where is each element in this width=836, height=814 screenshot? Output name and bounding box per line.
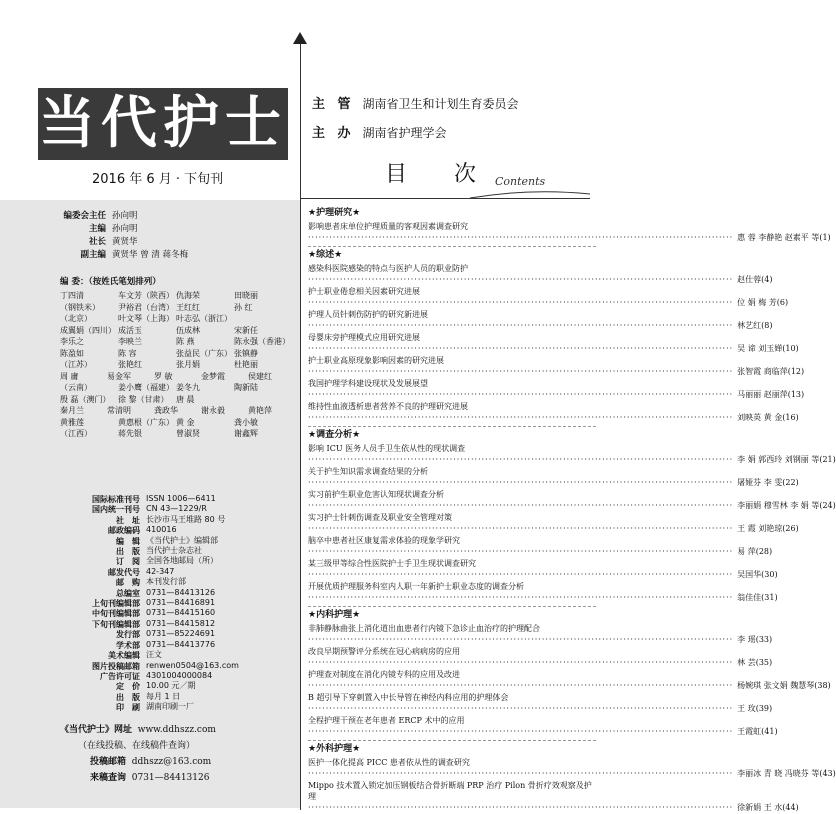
toc-item-authors: 林艺红(8) <box>737 321 773 330</box>
board-member: 丁四清 <box>60 291 84 300</box>
pubinfo-value: 10.00 元／期 <box>146 681 196 691</box>
pubinfo-row <box>60 671 295 681</box>
contents-script: Contents <box>495 175 546 188</box>
pubinfo-row <box>60 536 295 546</box>
pubinfo-row <box>60 504 295 514</box>
pubinfo-row <box>60 546 295 556</box>
pubinfo-value: 0731—84415160 <box>146 608 216 618</box>
board-member: 蒋先银 <box>118 429 142 438</box>
editors-block <box>20 210 290 262</box>
board-member: 陈 容 <box>118 348 137 358</box>
toc-item[interactable] <box>308 355 805 377</box>
site-url[interactable]: www.ddhszz.com <box>137 725 216 735</box>
dot-leader: ························································································································ <box>308 635 734 644</box>
dot-leader: ························································································································ <box>308 367 734 376</box>
pubinfo-label: 上旬刊编辑部 <box>92 598 140 609</box>
pubinfo-value: 0731—85224691 <box>146 629 216 639</box>
board-row <box>60 382 295 394</box>
section-separator <box>308 246 596 247</box>
pubinfo-value: 0731—84416891 <box>146 598 216 608</box>
toc-item-title: 实习前护生职业危害认知现状调查分析 <box>308 490 444 499</box>
toc-item[interactable] <box>308 443 836 465</box>
board-member: 殷 磊（澳门） <box>60 394 111 404</box>
pubinfo-row <box>60 650 295 660</box>
toc-item[interactable] <box>308 512 799 534</box>
sponsor-name: 湖南省护理学会 <box>362 126 447 140</box>
dot-leader: ························································································································ <box>308 455 734 464</box>
board-member: 仇海荣 <box>176 291 200 300</box>
toc-item[interactable] <box>308 378 805 400</box>
toc-title: 目 次 <box>385 162 496 187</box>
toc-item-authors: 赵仕蓉(4) <box>737 275 773 284</box>
dot-leader: ························································································································ <box>308 390 734 399</box>
board-member: 周 庸 <box>60 371 79 381</box>
pubinfo-row <box>60 515 295 525</box>
dot-leader: ························································································································ <box>308 727 734 736</box>
board-member: 曾淑贤 <box>176 429 200 438</box>
pubinfo-label: 总编室 <box>116 587 140 598</box>
pubinfo-row <box>60 494 295 504</box>
board-member: 陶新陆 <box>234 383 258 392</box>
toc-item-title: 实习护士针刺伤调查及职业安全管理对策 <box>308 513 452 522</box>
board-member: 伍成林 <box>176 325 200 335</box>
board-row <box>60 417 295 429</box>
section-separator <box>308 606 596 607</box>
board-row <box>60 290 295 302</box>
toc-item-authors: 李 瑶(33) <box>737 635 773 644</box>
toc-item-title: 母婴床旁护理模式应用研究进展 <box>308 333 420 342</box>
pubinfo-label: 定 价 <box>116 681 140 692</box>
board-member: 田晓丽 <box>234 291 258 300</box>
toc-item-title: 影响 ICU 医务人员手卫生依从性的现状调查 <box>308 444 466 453</box>
toc-item-authors: 吴国华(30) <box>737 570 778 579</box>
toc-item[interactable] <box>308 581 778 603</box>
board-member: 王红红 <box>176 302 200 312</box>
toc-item-title: 我国护理学科建设现状及发展展望 <box>308 379 428 388</box>
pubinfo-label: 出 版 <box>116 691 140 702</box>
pubinfo-row <box>60 567 295 577</box>
pubinfo-row <box>60 619 295 629</box>
pubinfo-row <box>60 525 295 535</box>
board-member: 尹裕君（台湾） <box>118 302 174 312</box>
toc-section-heading: ★护理研究★ <box>308 208 361 218</box>
editorial-board <box>60 290 295 440</box>
board-member: 张镇静 <box>234 348 258 358</box>
pubinfo-value: 当代护士杂志社 <box>146 546 202 556</box>
board-member: 秦月兰 <box>60 406 84 415</box>
dot-leader: ························································································································ <box>308 658 734 667</box>
dot-leader: ························································································································ <box>308 524 734 533</box>
toc-item-title: 非肺静脉曲张上消化道出血患者行内镜下急诊止血治疗的护理配合 <box>308 624 540 633</box>
phone-label: 来稿查询 <box>90 773 127 783</box>
toc-item-authors: 吴 谛 刘玉婵(10) <box>737 344 799 353</box>
board-member: （北京） <box>60 314 92 323</box>
board-member: 龚小敏 <box>234 417 258 427</box>
toc-item-authors: 屠娅芬 李 雯(22) <box>737 478 799 487</box>
board-member: 陈 燕 <box>176 337 195 346</box>
arrow-up-icon <box>293 32 307 44</box>
pubinfo-value: 42-347 <box>146 566 175 576</box>
editor-row: 社长 黄贤华 <box>88 237 138 247</box>
pubinfo-label: 订 阅 <box>116 556 140 567</box>
dot-leader: ························································································································ <box>308 570 734 579</box>
toc-item[interactable] <box>308 332 799 354</box>
toc-item[interactable] <box>308 715 778 737</box>
toc-item-authors: 惠 蓉 李静艳 赵素平 等(1) <box>737 233 831 242</box>
board-row <box>60 348 295 360</box>
sponsor-row <box>312 93 519 112</box>
pubinfo-row <box>60 608 295 618</box>
toc-item-title: 影响患者床单位护理质量的客观因素调查研究 <box>308 222 468 231</box>
pubinfo-row <box>60 577 295 587</box>
pubinfo-row <box>60 640 295 650</box>
dot-leader: ························································································································ <box>308 298 734 307</box>
toc-item-title: 护士职业倦怠相关因素研究进展 <box>308 287 420 296</box>
dot-leader: ························································································································ <box>308 547 734 556</box>
board-member: 谢永毅 <box>201 406 225 415</box>
pubinfo-label: 下旬刊编辑部 <box>92 618 140 629</box>
board-member: 徐 黎（甘肃） <box>118 394 169 404</box>
board-member: 叶志弘（浙江） <box>176 314 232 323</box>
toc-item-authors: 李丽冰 青 晓 冯晓芬 等(43) <box>737 769 836 778</box>
board-member: （云南） <box>60 383 92 392</box>
pubinfo-value: ISSN 1006—6411 <box>146 494 216 503</box>
toc-item[interactable] <box>308 309 773 331</box>
toc-item[interactable] <box>308 489 836 511</box>
toc-item-authors: 易 萍(28) <box>737 547 773 556</box>
pubinfo-row <box>60 588 295 598</box>
board-member: 陈盈如 <box>60 348 84 358</box>
board-member: 常清明 <box>107 406 131 415</box>
board-member: 成翼娟（四川） <box>60 325 116 335</box>
board-member: （钢铁米） <box>60 302 100 312</box>
issue-date: 2016 年 6 月 · 下旬刊 <box>92 172 224 187</box>
toc-item-title: 某三级甲等综合性医院护士手卫生现状调查研究 <box>308 559 476 568</box>
pubinfo-row <box>60 681 295 691</box>
toc-item-authors: 位 娟 梅 芳(6) <box>737 298 789 307</box>
toc-item[interactable] <box>308 401 799 423</box>
pubinfo-value: 410016 <box>146 525 177 535</box>
pubinfo-row <box>60 692 295 702</box>
board-member: 叶文琴（上海） <box>118 314 174 323</box>
pubinfo-row <box>60 598 295 608</box>
board-member: 张益民（广东） <box>176 348 232 358</box>
site-label: 《当代护士》网址 <box>60 725 133 735</box>
dot-leader: ························································································································ <box>308 681 734 690</box>
board-row <box>60 325 295 337</box>
pubinfo-value: 湖南印刷一厂 <box>146 702 194 712</box>
pubinfo-label: 印 刷 <box>116 702 140 713</box>
publication-info <box>60 494 295 713</box>
pubinfo-value: 《当代护士》编辑部 <box>146 535 218 545</box>
board-row <box>60 428 295 440</box>
toc-item-title: 感染科医院感染的特点与医护人员的职业防护 <box>308 264 468 273</box>
pubinfo-label: 邮发代号 <box>108 566 140 577</box>
board-member: 姜小鹰（福建） <box>118 383 174 392</box>
board-member: 李映兰 <box>118 337 142 346</box>
board-member: （江西） <box>60 429 92 438</box>
dot-leader: ························································································································ <box>308 275 734 284</box>
board-member: 张月娟 <box>176 360 200 369</box>
board-row <box>60 359 295 371</box>
dot-leader: ························································································································ <box>308 321 734 330</box>
table-of-contents <box>308 205 836 814</box>
vertical-divider <box>300 40 301 810</box>
board-member: 侯建红 <box>248 371 272 381</box>
pubinfo-row <box>60 661 295 671</box>
pubinfo-label: 美术编辑 <box>108 650 140 661</box>
dot-leader: ························································································································ <box>308 233 734 242</box>
sponsor-role: 主 管 <box>312 97 355 112</box>
board-member: 唐 晨 <box>176 394 195 404</box>
toc-item[interactable] <box>308 692 773 714</box>
toc-item-authors: 刘映英 黄 金(16) <box>737 413 799 422</box>
toc-section-heading: ★外科护理★ <box>308 744 361 754</box>
toc-item[interactable] <box>308 558 778 580</box>
toc-item-title: 维持性血液透析患者营养不良的护理研究进展 <box>308 402 468 411</box>
web-note: （在线投稿、在线稿件查询） <box>78 741 196 751</box>
toc-item-authors: 王 霞 刘艳琼(26) <box>737 524 799 533</box>
board-row <box>60 313 295 325</box>
dot-leader: ························································································································ <box>308 413 734 422</box>
toc-item-authors: 王 玫(39) <box>737 704 773 713</box>
pubinfo-label: 学术部 <box>116 639 140 650</box>
pubinfo-value: 0731—84413776 <box>146 639 216 649</box>
pubinfo-label: 发行部 <box>116 629 140 640</box>
board-member: 宋新任 <box>234 325 258 335</box>
toc-section-heading: ★内科护理★ <box>308 610 361 620</box>
board-member: 谢鑫辉 <box>234 429 258 438</box>
board-member: 易金军 <box>107 371 131 381</box>
sponsor-row <box>312 122 519 141</box>
toc-item[interactable] <box>308 535 773 557</box>
editor-row: 编委会主任 孙向明 <box>63 211 138 221</box>
pubinfo-label: 中旬刊编辑部 <box>92 608 140 619</box>
dot-leader: ························································································································ <box>308 344 734 353</box>
toc-item[interactable] <box>308 263 773 285</box>
board-member: 黄雅莲 <box>60 417 84 427</box>
section-separator <box>308 740 596 741</box>
pubinfo-label: 国内统一刊号 <box>92 504 140 515</box>
board-row <box>60 371 295 383</box>
pubinfo-value: 0731—84413126 <box>146 587 216 597</box>
editor-row: 副主编 黄贤华 曾 清 蒋冬梅 <box>80 250 189 260</box>
mail-label: 投稿邮箱 <box>90 757 127 767</box>
sponsor-role: 主 办 <box>312 126 355 141</box>
toc-item-authors: 杨婉琪 张文娟 魏慧琴(38) <box>737 681 831 690</box>
toc-item[interactable] <box>308 780 799 813</box>
section-separator <box>308 426 596 427</box>
pubinfo-value: 全国各地邮局（所） <box>146 556 218 566</box>
pubinfo-value: 长沙市马王堆路 80 号 <box>146 514 226 524</box>
dot-leader: ························································································································ <box>308 501 734 510</box>
toc-item-authors: 王霞虹(41) <box>737 727 778 736</box>
board-member: 陈永强（香港） <box>234 337 290 346</box>
board-member <box>234 394 292 406</box>
dot-leader: ························································································································ <box>308 803 734 812</box>
board-member: 黄艳萍 <box>248 406 272 415</box>
editor-row: 主编 孙向明 <box>88 224 138 234</box>
pubinfo-value: renwen0504@163.com <box>146 660 239 670</box>
toc-item-authors: 李 娟 郭西玲 刘钢丽 等(21) <box>737 455 836 464</box>
dot-leader: ························································································································ <box>308 593 734 602</box>
board-member: 成活玉 <box>118 325 142 335</box>
pubinfo-row <box>60 629 295 639</box>
toc-item-authors: 徐新娟 王 水(44) <box>737 803 799 812</box>
toc-item-title: 护士职业高原现象影响因素的研究进展 <box>308 356 444 365</box>
board-member: 龚政华 <box>154 406 178 415</box>
pubinfo-value: 4301004000084 <box>146 670 213 680</box>
toc-item-title: 全程护理干预在老年患者 ERCP 术中的应用 <box>308 716 465 725</box>
toc-item-title: 脑卒中患者社区康复需求体验的现象学研究 <box>308 536 460 545</box>
pubinfo-value: CN 43—1229/R <box>146 504 207 514</box>
web-info <box>60 722 295 786</box>
pubinfo-label: 编 辑 <box>116 535 140 546</box>
toc-item[interactable] <box>308 221 831 243</box>
board-member: 车文芳（陕西） <box>118 291 174 300</box>
pubinfo-value: 0731—84415812 <box>146 618 216 628</box>
toc-item[interactable] <box>308 646 773 668</box>
sponsor-block <box>312 93 519 151</box>
board-member: 张艳红 <box>118 360 142 369</box>
toc-item-title: Mippo 技术置入锁定加压钢板结合骨折断端 PRP 治疗 Pilon 骨折疗效观察及护理 <box>308 781 592 801</box>
board-row <box>60 302 295 314</box>
toc-section-heading: ★调查分析★ <box>308 430 361 440</box>
toc-item-title: B 超引导下穿刺置入中长导管在神经内科应用的护理体会 <box>308 693 509 702</box>
board-member: 金梦霞 <box>201 371 225 381</box>
toc-item-authors: 林 芸(35) <box>737 658 773 667</box>
pubinfo-value: 本刊发行部 <box>146 577 186 587</box>
board-row <box>60 336 295 348</box>
toc-rule <box>300 198 590 199</box>
toc-item-authors: 李丽娟 穆雪林 李 娟 等(24) <box>737 501 836 510</box>
sponsor-name: 湖南省卫生和计划生育委员会 <box>362 97 519 111</box>
board-member: （江苏） <box>60 360 92 369</box>
phone-number: 0731—84413126 <box>131 773 210 783</box>
pubinfo-label: 广告许可证 <box>100 670 140 681</box>
pubinfo-row <box>60 556 295 566</box>
pubinfo-row <box>60 702 295 712</box>
pubinfo-value: 汪文 <box>146 650 162 660</box>
toc-item-title: 医护一体化提高 PICC 患者依从性的调查研究 <box>308 758 470 767</box>
journal-title: 当代护士 <box>38 88 288 160</box>
toc-item[interactable] <box>308 466 799 488</box>
board-row <box>60 405 295 417</box>
pubinfo-label: 图片投稿邮箱 <box>92 660 140 671</box>
pubinfo-label: 社 址 <box>116 514 140 525</box>
toc-item-title: 关于护生知识需求调查结果的分析 <box>308 467 428 476</box>
pubinfo-value: 每月 1 日 <box>146 691 181 701</box>
toc-item-title: 护理人员针刺伤防护的研究新进展 <box>308 310 428 319</box>
pubinfo-label: 国际标准刊号 <box>92 494 140 504</box>
toc-section-heading: ★综述★ <box>308 250 343 260</box>
toc-item[interactable] <box>308 669 831 691</box>
board-member: 罗 敏 <box>154 371 173 381</box>
board-member <box>234 313 292 325</box>
board-member: 黄 金 <box>176 417 195 427</box>
dot-leader: ························································································································ <box>308 478 734 487</box>
board-member: 姜冬九 <box>176 383 200 392</box>
pubinfo-label: 出 版 <box>116 546 140 557</box>
board-member: 黄惠根（广东） <box>118 417 174 427</box>
toc-item[interactable] <box>308 286 789 308</box>
pubinfo-label: 邮政编码 <box>108 525 140 536</box>
board-title: 编 委：（按姓氏笔划排列） <box>60 277 161 287</box>
toc-item-authors: 马丽丽 赵丽萍(13) <box>737 390 805 399</box>
toc-item-authors: 翁佳佳(31) <box>737 593 778 602</box>
toc-item[interactable] <box>308 623 773 645</box>
toc-item-title: 开展优质护理服务科室内人职一年新护士职业态度的调查分析 <box>308 582 524 591</box>
board-member: 杜艳丽 <box>234 360 258 369</box>
board-member: 孙 红 <box>234 302 253 312</box>
mail-address[interactable]: ddhszz@163.com <box>131 757 212 767</box>
toc-item-title: 护理查对制度在消化内镜专科的应用及改进 <box>308 670 460 679</box>
board-member: 李乐之 <box>60 337 84 346</box>
pubinfo-label: 邮 购 <box>116 577 140 588</box>
toc-item-authors: 张智霞 商临萍(12) <box>737 367 805 376</box>
toc-item-title: 改良早期预警评分系统在冠心病病房的应用 <box>308 647 460 656</box>
toc-item[interactable] <box>308 757 836 779</box>
dot-leader: ························································································································ <box>308 769 734 778</box>
dot-leader: ························································································································ <box>308 704 734 713</box>
board-row <box>60 394 295 406</box>
